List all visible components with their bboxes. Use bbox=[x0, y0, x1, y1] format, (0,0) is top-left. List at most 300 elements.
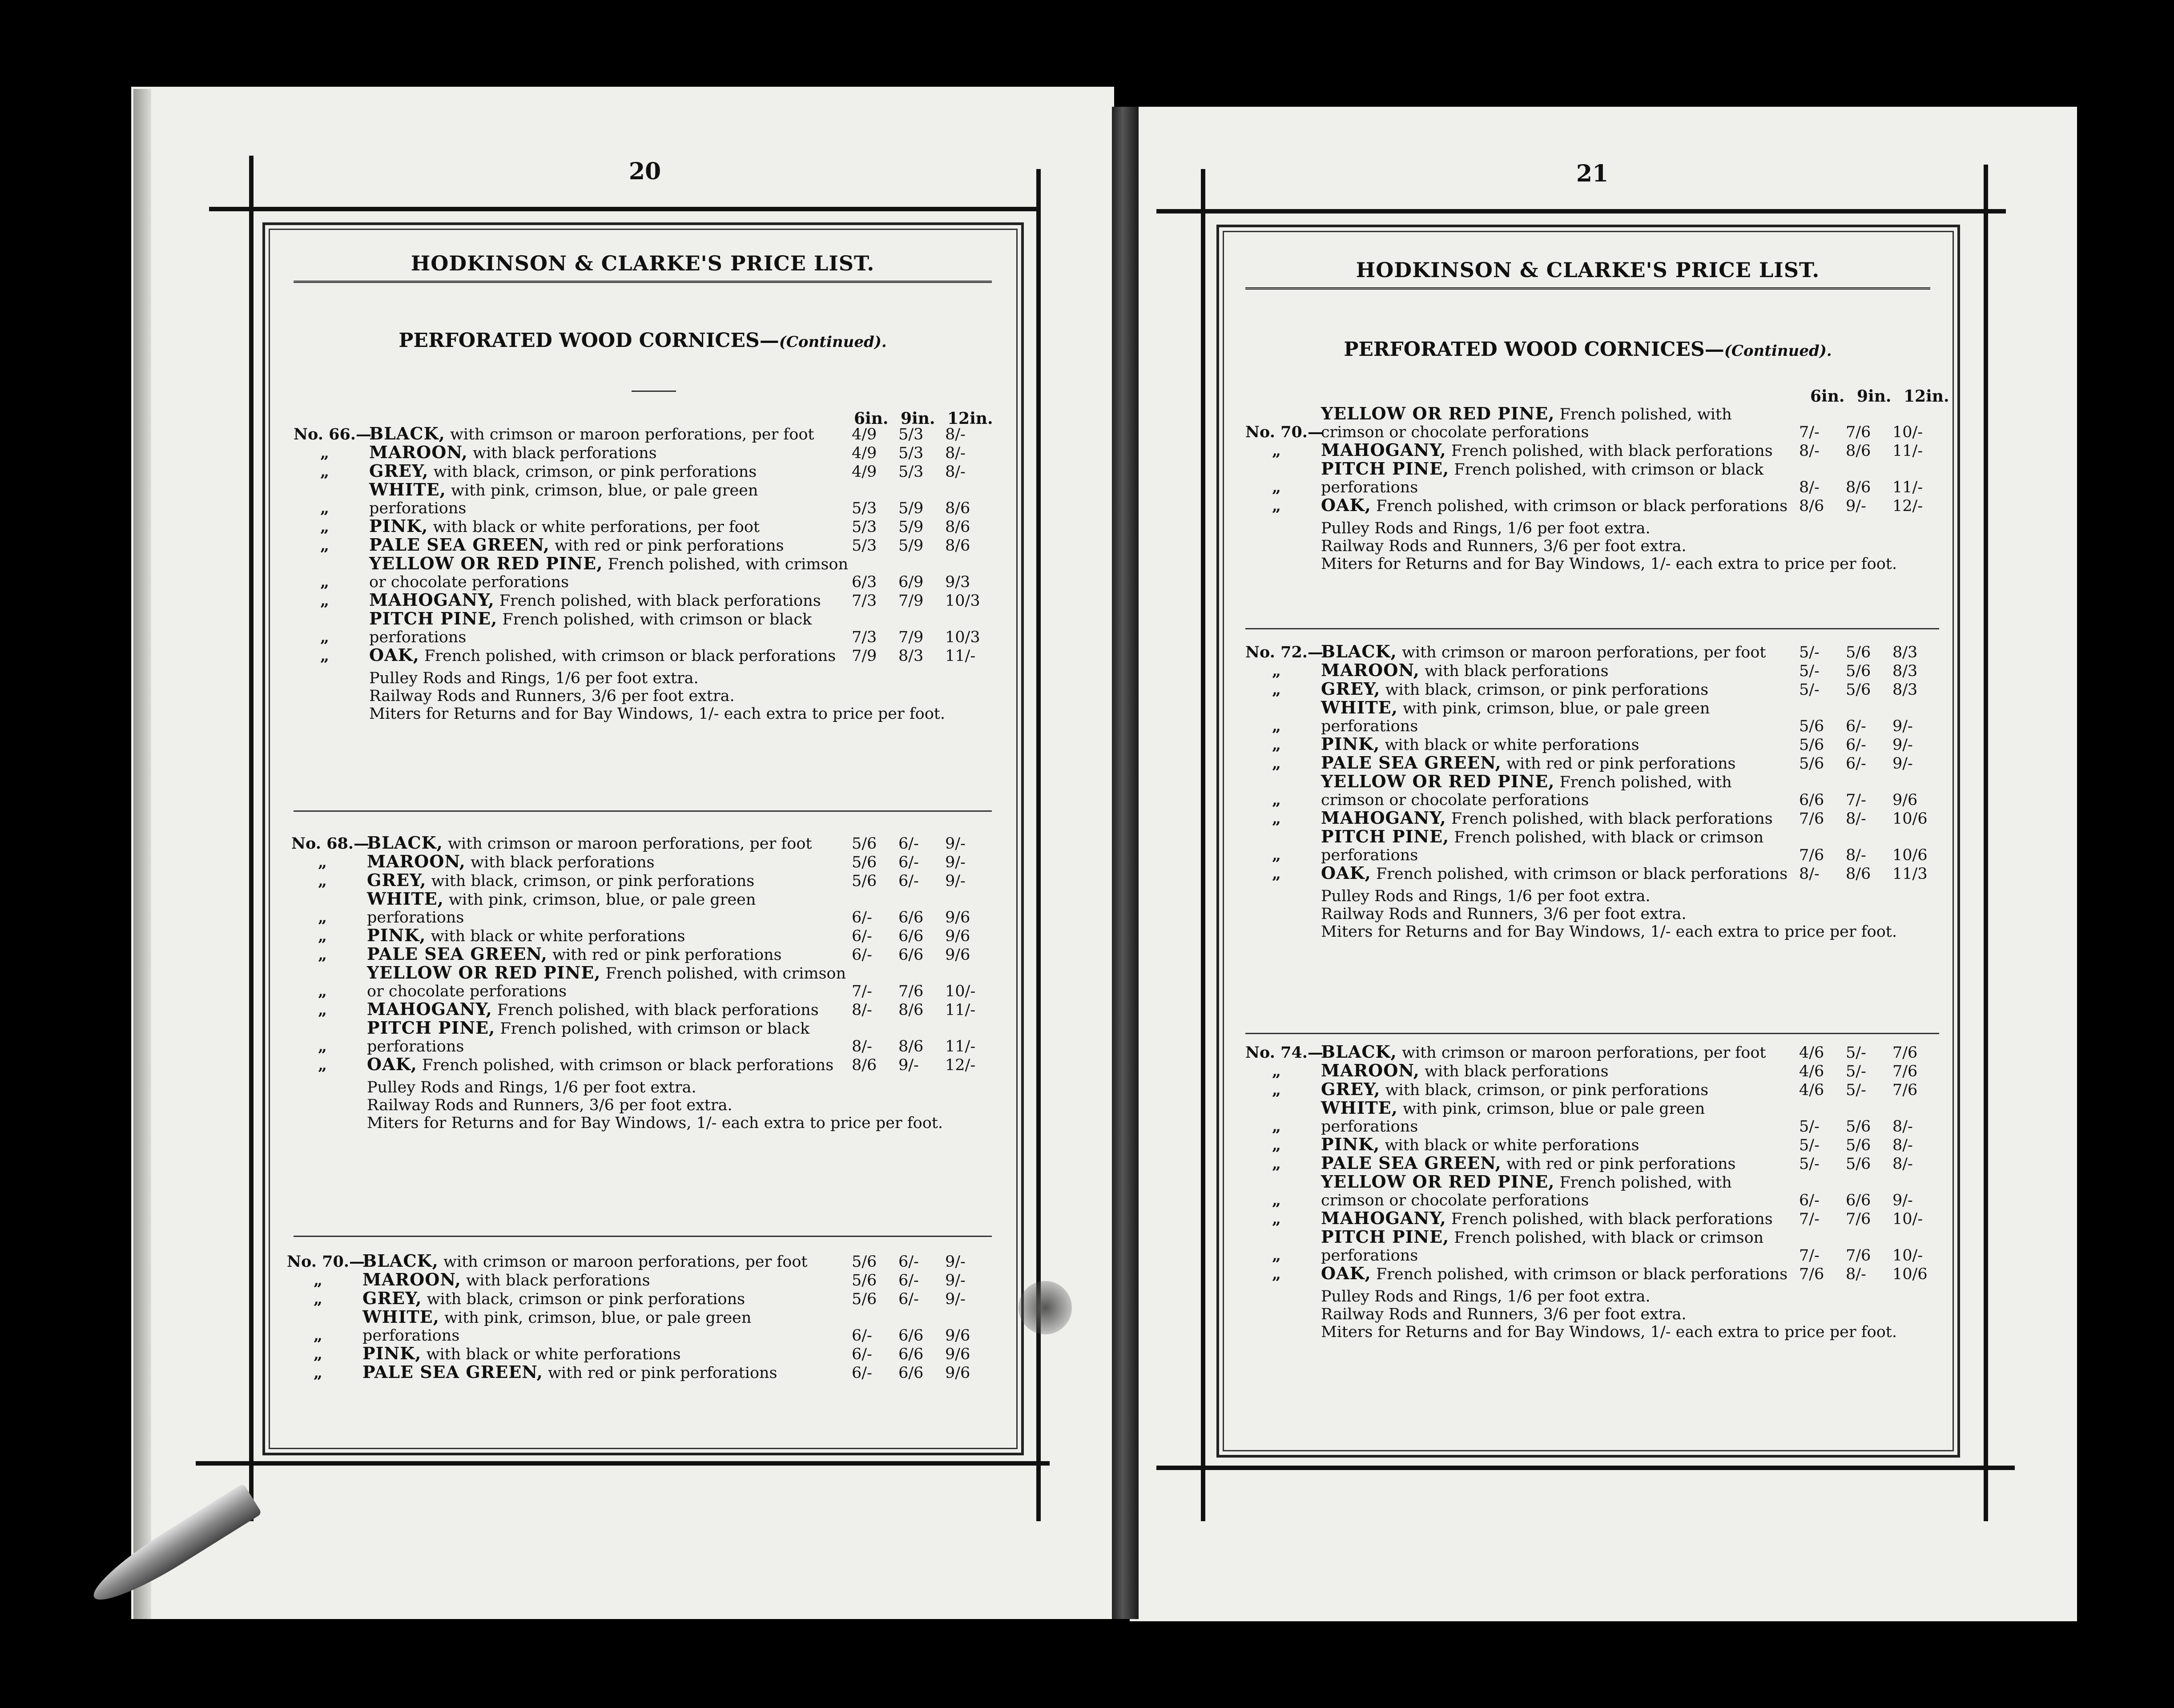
price-cell: 10/- bbox=[1892, 1247, 1923, 1265]
ditto-mark: „ bbox=[1272, 810, 1281, 828]
extras-note: Miters for Returns and for Bay Windows, 1/- each extra to price per foot. bbox=[367, 1114, 943, 1132]
price-cell: 9/- bbox=[1892, 1192, 1913, 1209]
price-cell: 9/- bbox=[945, 1272, 966, 1289]
item-description bbox=[367, 964, 852, 1000]
price-row bbox=[1245, 1099, 1939, 1136]
price-cells bbox=[852, 1364, 992, 1382]
ditto-mark: „ bbox=[318, 946, 327, 964]
finish-name: MAHOGANY, bbox=[367, 999, 492, 1019]
price-cells bbox=[1799, 865, 1939, 883]
price-cell: 6/- bbox=[898, 854, 919, 871]
price-cells bbox=[852, 628, 992, 646]
price-cell: 9/- bbox=[898, 1056, 919, 1074]
price-cell: 9/- bbox=[945, 1253, 966, 1271]
price-row bbox=[1245, 405, 1939, 441]
item-description bbox=[369, 555, 852, 591]
price-cell: 8/- bbox=[1846, 1265, 1866, 1283]
finish-name: BLACK, bbox=[1321, 1042, 1397, 1062]
finish-name: MAHOGANY, bbox=[1321, 1208, 1446, 1228]
price-cells bbox=[1799, 423, 1939, 441]
price-row bbox=[294, 443, 992, 462]
price-cell: 9/- bbox=[945, 872, 966, 890]
price-row bbox=[1245, 828, 1939, 864]
column-header: 9in. bbox=[901, 409, 935, 428]
section-title bbox=[1245, 338, 1930, 361]
page-header: HODKINSON & CLARKE'S PRICE LIST. bbox=[294, 251, 992, 283]
price-cells bbox=[1799, 1265, 1939, 1283]
price-cells bbox=[852, 1038, 992, 1055]
item-description bbox=[367, 1055, 852, 1074]
ditto-mark: „ bbox=[318, 872, 327, 890]
price-cell: 9/6 bbox=[945, 927, 970, 945]
finish-detail: French polished, with crimson or black perforations bbox=[419, 647, 836, 665]
finish-detail: with crimson or maroon perforations, per foot bbox=[445, 426, 814, 443]
finish-detail: French polished, with black or crimson perforations bbox=[1321, 1229, 1764, 1265]
price-cell: 5/6 bbox=[852, 854, 877, 871]
finish-name: YELLOW OR RED PINE, bbox=[367, 963, 601, 983]
price-cell: 9/6 bbox=[945, 1345, 970, 1363]
price-cell: 7/- bbox=[852, 983, 872, 1000]
price-cell: 7/6 bbox=[1799, 1265, 1824, 1283]
price-cell: 7/- bbox=[1799, 423, 1820, 441]
ditto-mark: „ bbox=[320, 573, 330, 591]
price-cell: 9/6 bbox=[945, 1327, 970, 1345]
extras-note: Miters for Returns and for Bay Windows, 1/- each extra to price per foot. bbox=[369, 705, 945, 723]
price-row bbox=[294, 591, 992, 610]
ink-smudge bbox=[1019, 1281, 1072, 1334]
finish-detail: French polished, with crimson or chocolate perforations bbox=[1321, 406, 1732, 441]
price-cell: 5/- bbox=[1799, 681, 1820, 699]
item-description bbox=[1321, 828, 1799, 864]
price-cells bbox=[852, 1056, 992, 1074]
price-cell: 7/6 bbox=[1892, 1044, 1918, 1062]
ditto-mark: „ bbox=[1272, 442, 1281, 460]
price-cell: 8/6 bbox=[1846, 479, 1871, 496]
price-cells bbox=[852, 946, 992, 964]
finish-name: GREY, bbox=[362, 1288, 422, 1308]
ditto-mark: „ bbox=[1272, 1136, 1281, 1154]
ditto-mark: „ bbox=[1272, 1210, 1281, 1228]
ditto-mark: „ bbox=[1272, 1081, 1281, 1099]
price-cells bbox=[852, 1327, 992, 1345]
item-description bbox=[1321, 1154, 1799, 1173]
price-cell: 6/- bbox=[898, 872, 919, 890]
section-title-text: PERFORATED WOOD CORNICES— bbox=[1344, 338, 1724, 361]
price-cell: 7/6 bbox=[1846, 1247, 1871, 1265]
price-cells bbox=[1799, 846, 1939, 864]
price-cells bbox=[1799, 810, 1939, 828]
price-row bbox=[294, 646, 992, 665]
ditto-mark: „ bbox=[320, 518, 330, 536]
finish-detail: with crimson or maroon perforations, per foot bbox=[443, 835, 812, 853]
price-cell: 7/6 bbox=[1892, 1081, 1918, 1099]
item-description bbox=[1321, 1080, 1799, 1099]
ditto-mark: „ bbox=[320, 628, 330, 646]
item-description bbox=[367, 1000, 852, 1019]
extras-note: Railway Rods and Runners, 3/6 per foot extra. bbox=[1321, 905, 1687, 923]
price-cell: 9/6 bbox=[945, 1364, 970, 1382]
finish-name: YELLOW OR RED PINE, bbox=[1321, 771, 1555, 791]
price-row bbox=[287, 1345, 992, 1363]
ditto-mark: „ bbox=[1272, 497, 1281, 515]
finish-detail: with black perforations bbox=[465, 854, 655, 871]
price-row bbox=[294, 610, 992, 646]
finish-name: MAHOGANY, bbox=[1321, 440, 1446, 460]
extras-note: Miters for Returns and for Bay Windows, 1/- each extra to price per foot. bbox=[1321, 1323, 1897, 1341]
extras-note: Railway Rods and Runners, 3/6 per foot extra. bbox=[367, 1096, 733, 1114]
ditto-mark: „ bbox=[1272, 1062, 1281, 1080]
finish-name: PINK, bbox=[362, 1343, 422, 1363]
pattern-number: No. 68.— bbox=[291, 834, 369, 853]
pattern-number: No. 72.— bbox=[1245, 643, 1323, 661]
price-cell: 12/- bbox=[945, 1056, 976, 1074]
price-row bbox=[294, 481, 992, 517]
ditto-mark: „ bbox=[1272, 754, 1281, 773]
ditto-mark: „ bbox=[1272, 865, 1281, 883]
finish-detail: with red or pink perforations bbox=[1501, 755, 1736, 773]
item-description bbox=[362, 1363, 852, 1382]
price-cells bbox=[1799, 1247, 1939, 1265]
price-row bbox=[1245, 643, 1939, 661]
price-cell: 5/6 bbox=[1846, 644, 1871, 661]
finish-name: PINK, bbox=[367, 925, 426, 945]
ditto-mark: „ bbox=[1272, 1155, 1281, 1173]
book-gutter bbox=[1112, 107, 1139, 1619]
price-cell: 8/6 bbox=[945, 537, 970, 555]
item-description bbox=[1321, 773, 1799, 809]
ditto-mark: „ bbox=[1272, 1246, 1281, 1265]
price-cell: 9/6 bbox=[945, 946, 970, 964]
column-headers bbox=[1810, 387, 1950, 406]
item-description bbox=[362, 1252, 852, 1271]
price-cells bbox=[852, 500, 992, 517]
finish-name: GREY, bbox=[367, 870, 427, 890]
price-row bbox=[1245, 1228, 1939, 1265]
item-description bbox=[1321, 496, 1799, 515]
price-cell: 8/3 bbox=[898, 647, 924, 665]
price-cell: 5/- bbox=[1846, 1081, 1866, 1099]
price-cell: 8/- bbox=[1799, 442, 1820, 460]
price-row bbox=[291, 1000, 992, 1019]
finish-detail: French polished, with crimson or black perforations bbox=[367, 1020, 810, 1055]
price-cell: 7/9 bbox=[852, 647, 877, 665]
price-cells bbox=[852, 1253, 992, 1271]
finish-name: PALE SEA GREEN, bbox=[369, 535, 550, 555]
price-cells bbox=[852, 537, 992, 555]
ditto-mark: „ bbox=[1272, 846, 1281, 864]
finish-detail: with black perforations bbox=[1419, 1063, 1609, 1080]
price-cell: 6/6 bbox=[1846, 1192, 1871, 1209]
finish-name: OAK, bbox=[1321, 495, 1371, 515]
finish-detail: with black perforations bbox=[1419, 662, 1609, 680]
ditto-mark: „ bbox=[1272, 1117, 1281, 1136]
price-cell: 10/6 bbox=[1892, 1265, 1928, 1283]
price-cell: 5/6 bbox=[1846, 1136, 1871, 1154]
price-cell: 10/- bbox=[1892, 423, 1923, 441]
finish-name: PALE SEA GREEN, bbox=[362, 1362, 543, 1382]
finish-name: OAK, bbox=[1321, 863, 1371, 883]
price-cell: 5/6 bbox=[1846, 681, 1871, 699]
extras-note: Pulley Rods and Rings, 1/6 per foot extra. bbox=[1321, 1288, 1651, 1305]
price-cell: 7/6 bbox=[898, 983, 924, 1000]
price-cell: 7/9 bbox=[898, 628, 924, 646]
left-vertical-rule bbox=[1201, 169, 1205, 1521]
finish-detail: with red or pink perforations bbox=[543, 1364, 777, 1382]
price-cell: 4/9 bbox=[852, 463, 877, 481]
finish-detail: with black or white perforations, per foot bbox=[428, 518, 760, 536]
price-cell: 9/- bbox=[1892, 736, 1913, 754]
column-header: 9in. bbox=[1857, 387, 1892, 406]
ditto-mark: „ bbox=[314, 1364, 323, 1382]
price-cell: 6/6 bbox=[898, 1364, 924, 1382]
price-cell: 10/6 bbox=[1892, 810, 1928, 828]
price-cells bbox=[1799, 442, 1939, 460]
price-cells bbox=[852, 909, 992, 927]
price-cell: 6/6 bbox=[898, 946, 924, 964]
price-cell: 6/- bbox=[898, 1290, 919, 1308]
price-row bbox=[287, 1252, 992, 1271]
price-cell: 8/- bbox=[852, 1001, 872, 1019]
finish-name: YELLOW OR RED PINE, bbox=[1321, 403, 1555, 423]
finish-detail: French polished, with crimson or chocolate perforations bbox=[367, 965, 846, 1000]
price-row bbox=[1245, 1062, 1939, 1080]
price-cell: 5/6 bbox=[852, 872, 877, 890]
bottom-rule bbox=[1156, 1466, 2015, 1470]
price-cell: 11/- bbox=[945, 1038, 976, 1055]
price-cell: 4/6 bbox=[1799, 1081, 1824, 1099]
page-header: HODKINSON & CLARKE'S PRICE LIST. bbox=[1245, 258, 1930, 290]
item-description bbox=[1321, 1173, 1799, 1209]
price-cell: 9/3 bbox=[945, 573, 970, 591]
item-description bbox=[1321, 1228, 1799, 1265]
price-cell: 5/6 bbox=[852, 1290, 877, 1308]
price-row bbox=[287, 1308, 992, 1345]
finish-detail: French polished, with black perforations bbox=[1446, 810, 1773, 828]
ditto-mark: „ bbox=[314, 1345, 323, 1363]
price-cell: 5/6 bbox=[1799, 717, 1824, 735]
ditto-mark: „ bbox=[318, 853, 327, 871]
page-number: 20 bbox=[628, 158, 661, 185]
price-cell: 9/- bbox=[1846, 497, 1866, 515]
price-row bbox=[1245, 864, 1939, 883]
price-cells bbox=[1799, 1118, 1939, 1136]
title-underline bbox=[632, 391, 676, 392]
price-cell: 10/- bbox=[945, 983, 976, 1000]
section-divider bbox=[294, 1236, 992, 1237]
price-row bbox=[287, 1271, 992, 1289]
finish-name: PALE SEA GREEN, bbox=[1321, 1153, 1502, 1173]
finish-detail: French polished, with black perforations bbox=[494, 592, 821, 610]
finish-detail: with black perforations bbox=[461, 1272, 650, 1289]
price-cell: 6/- bbox=[852, 1345, 872, 1363]
finish-name: MAROON, bbox=[369, 442, 468, 462]
price-section bbox=[1245, 1043, 1939, 1341]
finish-detail: with black, crimson, or pink perforations bbox=[1380, 1081, 1709, 1099]
price-row bbox=[1245, 773, 1939, 809]
pattern-number: No. 70.— bbox=[287, 1253, 365, 1271]
price-cell: 5/6 bbox=[852, 835, 877, 853]
extras-note: Railway Rods and Runners, 3/6 per foot extra. bbox=[1321, 537, 1687, 555]
price-row bbox=[294, 555, 992, 591]
price-cell: 9/- bbox=[1892, 717, 1913, 735]
price-cell: 5/3 bbox=[898, 426, 924, 443]
item-description bbox=[1321, 661, 1799, 680]
extras-note: Miters for Returns and for Bay Windows, 1/- each extra to price per foot. bbox=[1321, 923, 1897, 941]
finish-detail: with pink, crimson, blue, or pale green perforations bbox=[369, 482, 758, 517]
item-description bbox=[1321, 1043, 1799, 1062]
finish-name: MAHOGANY, bbox=[369, 590, 495, 610]
finish-detail: with crimson or maroon perforations, per foot bbox=[1397, 644, 1766, 661]
price-row bbox=[287, 1289, 992, 1308]
price-cell: 4/6 bbox=[1799, 1044, 1824, 1062]
price-cell: 5/- bbox=[1846, 1063, 1866, 1080]
item-description bbox=[367, 927, 852, 945]
item-description bbox=[1321, 1265, 1799, 1283]
price-cell: 7/6 bbox=[1799, 846, 1824, 864]
price-cell: 8/- bbox=[1846, 846, 1866, 864]
price-cell: 11/- bbox=[1892, 479, 1923, 496]
finish-name: PINK, bbox=[1321, 734, 1380, 754]
pattern-number: No. 74.— bbox=[1245, 1043, 1323, 1062]
finish-detail: with black, crimson, or pink perforations bbox=[428, 463, 757, 481]
price-row bbox=[1245, 496, 1939, 515]
ditto-mark: „ bbox=[318, 908, 327, 927]
left-vertical-rule bbox=[249, 156, 254, 1521]
price-cell: 8/6 bbox=[898, 1001, 924, 1019]
extras-note: Miters for Returns and for Bay Windows, 1/- each extra to price per foot. bbox=[1321, 555, 1897, 573]
price-cell: 8/- bbox=[945, 426, 966, 443]
finish-name: WHITE, bbox=[369, 479, 446, 500]
price-cells bbox=[1799, 717, 1939, 735]
pattern-number: No. 70.— bbox=[1245, 423, 1323, 441]
price-row bbox=[1245, 1265, 1939, 1283]
price-row bbox=[294, 462, 992, 481]
item-description bbox=[1321, 809, 1799, 828]
price-cell: 5/6 bbox=[1846, 1118, 1871, 1136]
finish-detail: French polished, with crimson or black perforations bbox=[1321, 461, 1764, 496]
price-section bbox=[1245, 643, 1939, 941]
price-cell: 5/3 bbox=[852, 537, 877, 555]
price-cells bbox=[852, 592, 992, 610]
ditto-mark: „ bbox=[318, 1001, 327, 1019]
finish-name: PINK, bbox=[369, 516, 428, 536]
price-cell: 5/- bbox=[1846, 1044, 1866, 1062]
price-row bbox=[291, 890, 992, 927]
price-cell: 6/6 bbox=[1799, 791, 1824, 809]
price-row bbox=[291, 853, 992, 871]
item-description bbox=[367, 853, 852, 871]
item-description bbox=[369, 462, 852, 481]
price-row bbox=[1245, 1173, 1939, 1209]
section-title-suffix: (Continued). bbox=[779, 333, 887, 351]
price-row bbox=[1245, 735, 1939, 754]
price-cell: 8/- bbox=[1892, 1155, 1913, 1173]
finish-detail: with black, crimson or pink perforations bbox=[422, 1290, 745, 1308]
price-cell: 8/- bbox=[1892, 1118, 1913, 1136]
price-cell: 5/3 bbox=[898, 444, 924, 462]
section-divider bbox=[294, 810, 992, 812]
price-cell: 6/9 bbox=[898, 573, 924, 591]
item-description bbox=[1321, 699, 1799, 735]
item-description bbox=[369, 591, 852, 610]
finish-name: MAROON, bbox=[362, 1269, 461, 1289]
price-cells bbox=[852, 518, 992, 536]
price-cell: 8/6 bbox=[945, 518, 970, 536]
item-description bbox=[367, 834, 852, 853]
ditto-mark: „ bbox=[1272, 681, 1281, 699]
finish-name: BLACK, bbox=[369, 423, 445, 443]
price-cell: 5/9 bbox=[898, 537, 924, 555]
price-cell: 8/6 bbox=[945, 500, 970, 517]
finish-name: PITCH PINE, bbox=[1321, 1227, 1449, 1247]
finish-detail: French polished, with crimson or chocolate perforations bbox=[1321, 773, 1732, 809]
price-cell: 8/6 bbox=[852, 1056, 877, 1074]
finish-detail: with crimson or maroon perforations, per foot bbox=[438, 1253, 808, 1271]
price-cell: 5/3 bbox=[852, 500, 877, 517]
price-row bbox=[291, 871, 992, 890]
finish-name: GREY, bbox=[369, 461, 429, 481]
item-description bbox=[369, 646, 852, 665]
extras-note: Railway Rods and Runners, 3/6 per foot extra. bbox=[369, 687, 735, 705]
price-cell: 6/6 bbox=[898, 927, 924, 945]
price-cell: 8/3 bbox=[1892, 681, 1918, 699]
price-cell: 8/- bbox=[945, 444, 966, 462]
finish-name: WHITE, bbox=[367, 889, 444, 909]
price-cell: 11/- bbox=[945, 1001, 976, 1019]
price-cell: 10/3 bbox=[945, 628, 980, 646]
price-section bbox=[294, 425, 992, 723]
price-cell: 6/3 bbox=[852, 573, 877, 591]
price-cell: 5/3 bbox=[852, 518, 877, 536]
finish-detail: French polished, with black perforations bbox=[1446, 1210, 1773, 1228]
ditto-mark: „ bbox=[320, 592, 330, 610]
price-cell: 7/3 bbox=[852, 628, 877, 646]
finish-detail: with red or pink perforations bbox=[547, 946, 782, 964]
ditto-mark: „ bbox=[1272, 736, 1281, 754]
price-cells bbox=[852, 927, 992, 945]
price-cell: 8/- bbox=[1799, 479, 1820, 496]
price-cell: 7/6 bbox=[1892, 1063, 1918, 1080]
finish-detail: French polished, with crimson or black perforations bbox=[1371, 865, 1788, 883]
finish-name: PITCH PINE, bbox=[1321, 459, 1449, 479]
item-description bbox=[1321, 754, 1799, 773]
price-cell: 7/- bbox=[1846, 791, 1866, 809]
price-cell: 7/6 bbox=[1799, 810, 1824, 828]
price-cell: 6/6 bbox=[898, 1327, 924, 1345]
price-cells bbox=[1799, 1155, 1939, 1173]
price-cells bbox=[1799, 681, 1939, 699]
price-row bbox=[291, 834, 992, 853]
price-cell: 5/6 bbox=[1799, 736, 1824, 754]
price-cell: 6/- bbox=[852, 909, 872, 927]
price-cell: 5/- bbox=[1799, 662, 1820, 680]
ditto-mark: „ bbox=[318, 927, 327, 945]
price-cell: 10/- bbox=[1892, 1210, 1923, 1228]
price-cell: 9/6 bbox=[945, 909, 970, 927]
price-cells bbox=[1799, 1136, 1939, 1154]
ditto-mark: „ bbox=[1272, 478, 1281, 496]
price-cell: 6/- bbox=[852, 946, 872, 964]
ditto-mark: „ bbox=[314, 1290, 323, 1308]
extras-note: Pulley Rods and Rings, 1/6 per foot extra. bbox=[369, 669, 699, 687]
price-cells bbox=[1799, 662, 1939, 680]
item-description bbox=[369, 610, 852, 646]
price-cell: 8/3 bbox=[1892, 662, 1918, 680]
price-cell: 7/3 bbox=[852, 592, 877, 610]
item-description bbox=[367, 1019, 852, 1055]
price-row bbox=[1245, 754, 1939, 773]
item-description bbox=[1321, 735, 1799, 754]
